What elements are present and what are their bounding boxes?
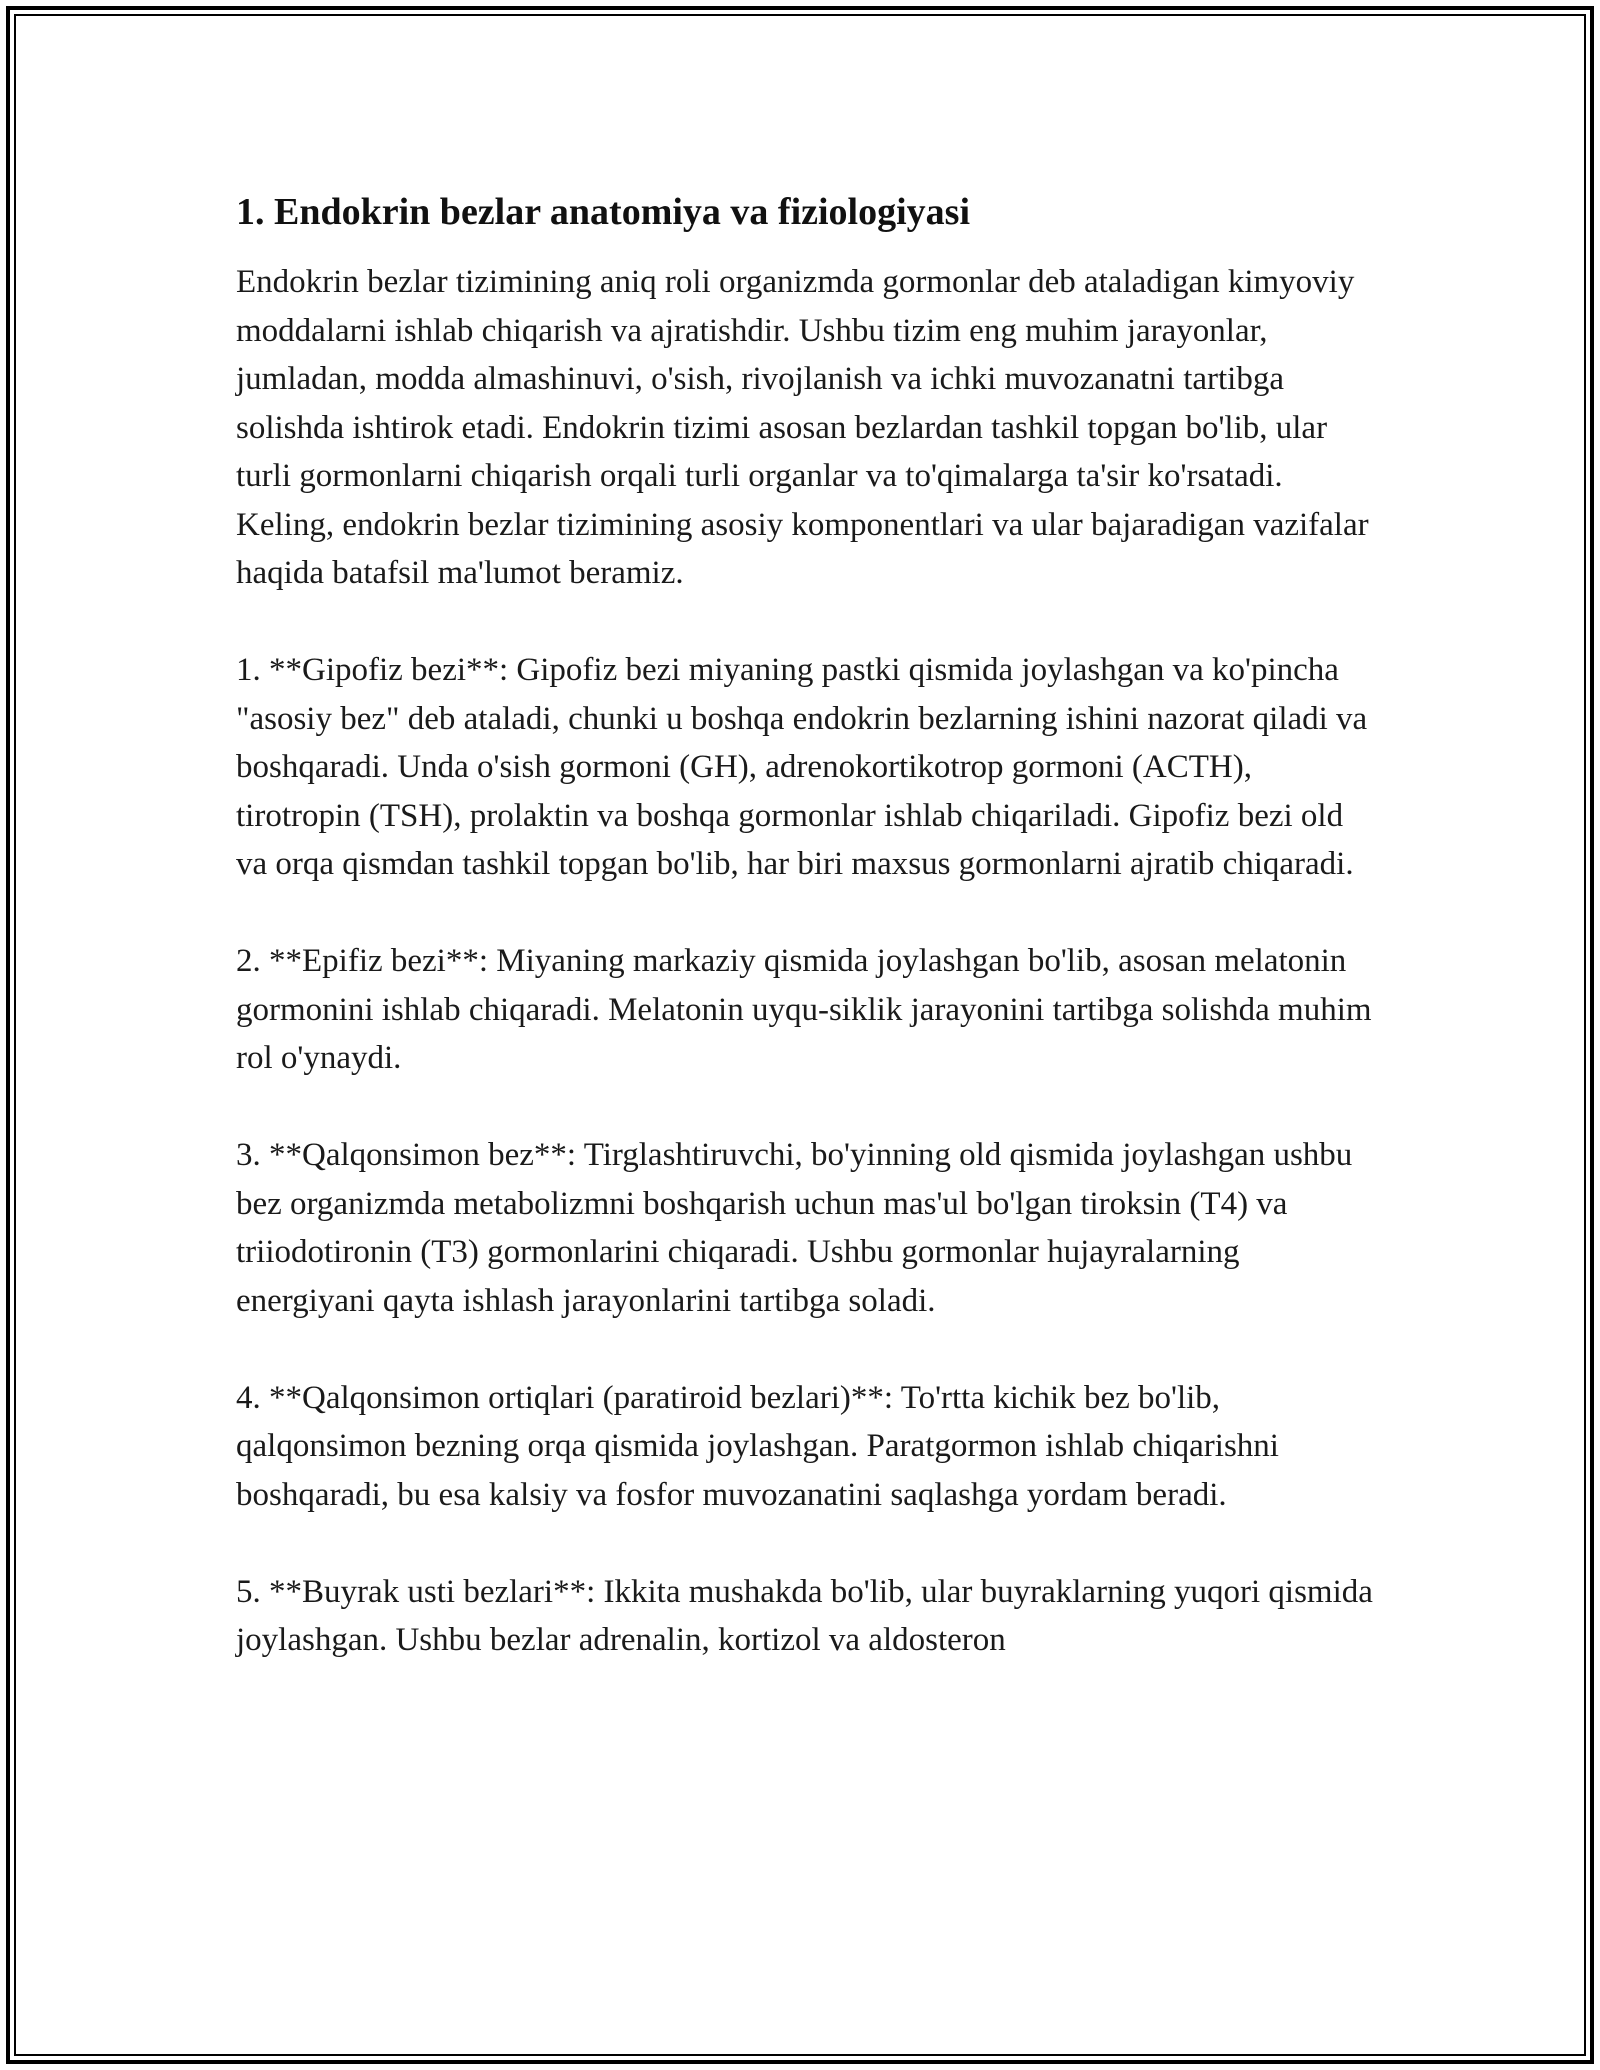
list-item-gipofiz: 1. **Gipofiz bezi**: Gipofiz bezi miyaning pastki qismida joylashgan va ko'pincha "asosiy bez" deb ataladi, chunki u boshqa endokrin bezlarning ishini nazorat qiladi va boshqaradi. Unda o'sish gormoni (GH), adrenokortikotrop gormoni (ACTH), tirotropin (TSH), prolaktin va boshqa gormonlar ishlab chiqariladi. Gipofiz bezi old va orqa qismdan tashkil topgan bo'lib, har biri maxsus gormonlarni ajratib chiqaradi.: [236, 652, 1368, 882]
list-item-buyrak-usti: 5. **Buyrak usti bezlari**: Ikkita mushakda bo'lib, ular buyraklarning yuqori qismida joylashgan. Ushbu bezlar adrenalin, kortizol va aldosteron: [236, 1573, 1373, 1658]
list-item-paratiroid: 4. **Qalqonsimon ortiqlari (paratiroid bezlari)**: To'rtta kichik bez bo'lib, qalqonsimon bezning orqa qismida joylashgan. Paratgormon ishlab chiqarishni boshqaradi, bu esa kalsiy va fosfor muvozanatini saqlashga yordam beradi.: [236, 1379, 1279, 1513]
document-page: [236, 186, 1376, 1713]
intro-paragraph: Endokrin bezlar tizimining aniq roli organizmda gormonlar deb ataladigan kimyoviy moddalarni ishlab chiqarish va ajratishdir. Ushbu tizim eng muhim jarayonlar, jumladan, modda almashinuvi, o'sish, rivojlanish va ichki muvozanatni tartibga solishda ishtirok etadi. Endokrin tizimi asosan bezlardan tashkil topgan bo'lib, ular turli gormonlarni chiqarish orqali turli organlar va to'qimalarga ta'sir ko'rsatadi. Keling, endokrin bezlar tizimining asosiy komponentlari va ular bajaradigan vazifalar haqida batafsil ma'lumot beramiz.: [236, 264, 1369, 591]
list-item-epifiz: 2. **Epifiz bezi**: Miyaning markaziy qismida joylashgan bo'lib, asosan melatonin gormonini ishlab chiqaradi. Melatonin uyqu-siklik jarayonini tartibga solishda muhim rol o'ynaydi.: [236, 943, 1372, 1076]
list-item-qalqonsimon: 3. **Qalqonsimon bez**: Tirglashtiruvchi, bo'yinning old qismida joylashgan ushbu bez organizmda metabolizmni boshqarish uchun mas'ul bo'lgan tiroksin (T4) va triiodotironin (T3) gormonlarini chiqaradi. Ushbu gormonlar hujayralarning energiyani qayta ishlash jarayonlarini tartibga soladi.: [236, 1137, 1353, 1319]
page-title: 1. Endokrin bezlar anatomiya va fiziologiyasi: [236, 191, 971, 233]
